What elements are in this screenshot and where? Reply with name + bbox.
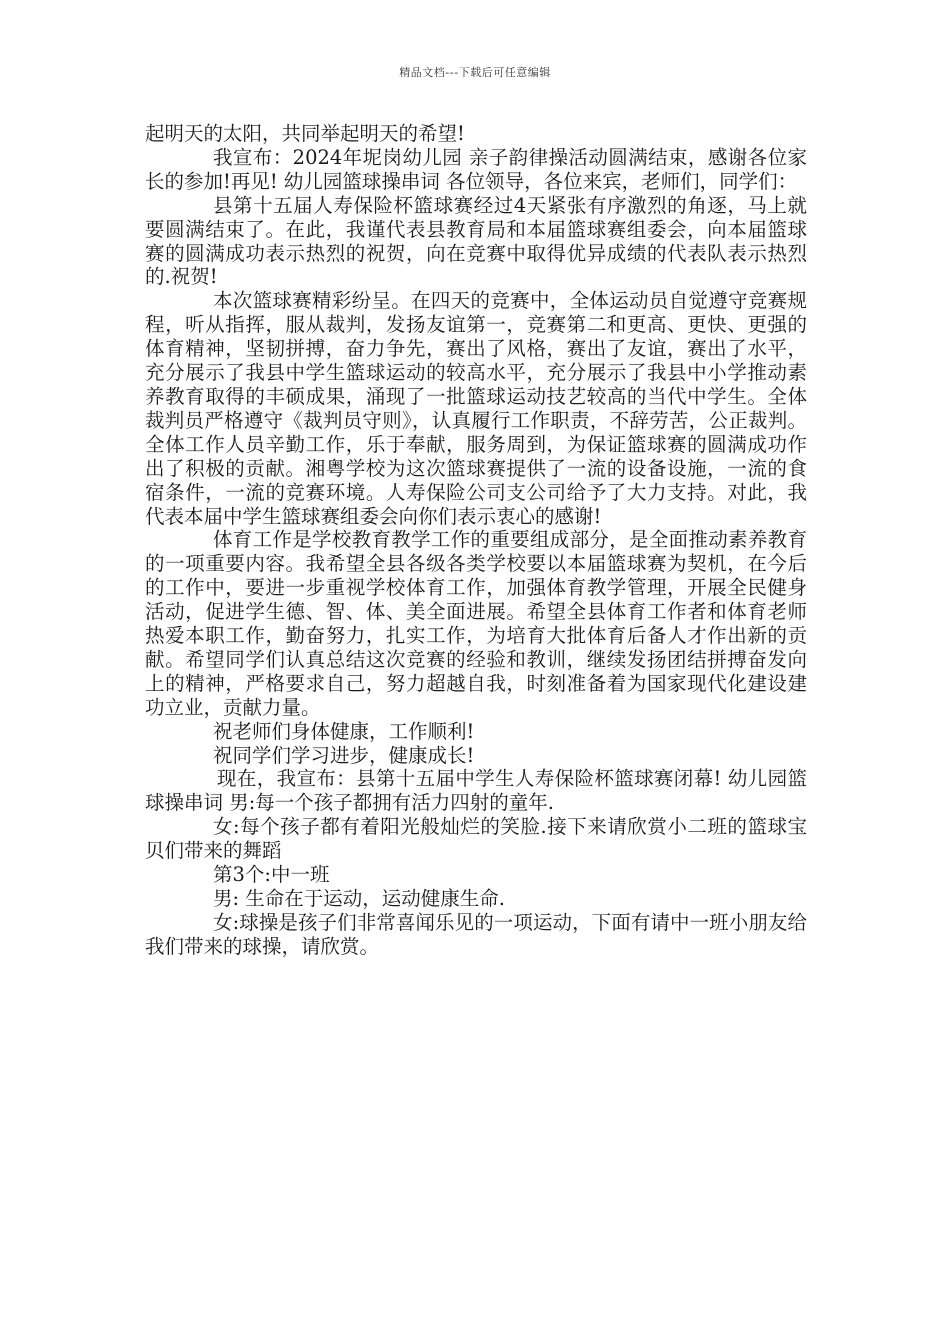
paragraph: 女:每个孩子都有着阳光般灿烂的笑脸.接下来请欣赏小二班的篮球宝贝们带来的舞蹈 [145,815,807,863]
paragraph: 祝同学们学习进步，健康成长! [213,743,475,767]
paragraph: 县第十五届人寿保险杯篮球赛经过4天紧张有序激烈的角逐，马上就要圆满结束了。在此，我谨代表县教育局和本届篮球赛组委会，向本届篮球赛的圆满成功表示热烈的祝贺，向在竞赛中取得优异成绩的代表队表示热烈的.祝贺! [145,193,807,289]
paragraph: 体育工作是学校教育教学工作的重要组成部分，是全面推动素养教育的一项重要内容。我希望全县各级各类学校要以本届篮球赛为契机，在今后的工作中，要进一步重视学校体育工作，加强体育教学管理，开展全民健身活动，促进学生德、智、体、美全面进展。希望全县体育工作者和体育老师热爱本职工作，勤奋努力，扎实工作，为培育大批体育后备人才作出新的贡献。希望同学们认真总结这次竞赛的经验和教训，继续发扬团结拼搏奋发向上的精神，严格要求自己，努力超越自我，时刻准备着为国家现代化建设建功立业，贡献力量。 [145,528,807,719]
page-header: 精品文档---下载后可任意编辑 [399,66,551,79]
document-body [145,122,807,959]
paragraph: 第3个:中一班 [213,863,330,887]
paragraph: 现在，我宣布：县第十五届中学生人寿保险杯篮球赛闭幕! 幼儿园篮球操串词 男:每一个孩子都拥有活力四射的童年. [145,767,807,815]
paragraph: 祝老师们身体健康，工作顺利! [213,719,475,743]
paragraph: 我宣布：2024年坭岗幼儿园 亲子韵律操活动圆满结束，感谢各位家长的参加!再见! 幼儿园篮球操串词 各位领导，各位来宾，老师们，同学们： [145,145,807,193]
paragraph: 起明天的太阳，共同举起明天的希望! [145,122,465,145]
paragraph: 女:球操是孩子们非常喜闻乐见的一项运动，下面有请中一班小朋友给我们带来的球操，请欣赏。 [145,910,807,958]
paragraph: 本次篮球赛精彩纷呈。在四天的竞赛中，全体运动员自觉遵守竞赛规程，听从指挥，服从裁判，发扬友谊第一，竞赛第二和更高、更快、更强的体育精神，坚韧拼搏，奋力争先，赛出了风格，赛出了友谊，赛出了水平，充分展示了我县中学生篮球运动的较高水平，充分展示了我县中小学推动素养教育取得的丰硕成果，涌现了一批篮球运动技艺较高的当代中学生。全体裁判员严格遵守《裁判员守则》，认真履行工作职责，不辞劳苦，公正裁判。全体工作人员辛勤工作，乐于奉献，服务周到，为保证篮球赛的圆满成功作出了积极的贡献。湘粤学校为这次篮球赛提供了一流的设备设施，一流的食宿条件，一流的竞赛环境。人寿保险公司支公司给予了大力支持。对此，我代表本届中学生篮球赛组委会向你们表示衷心的感谢! [145,289,807,528]
paragraph: 男: 生命在于运动，运动健康生命. [213,887,505,910]
